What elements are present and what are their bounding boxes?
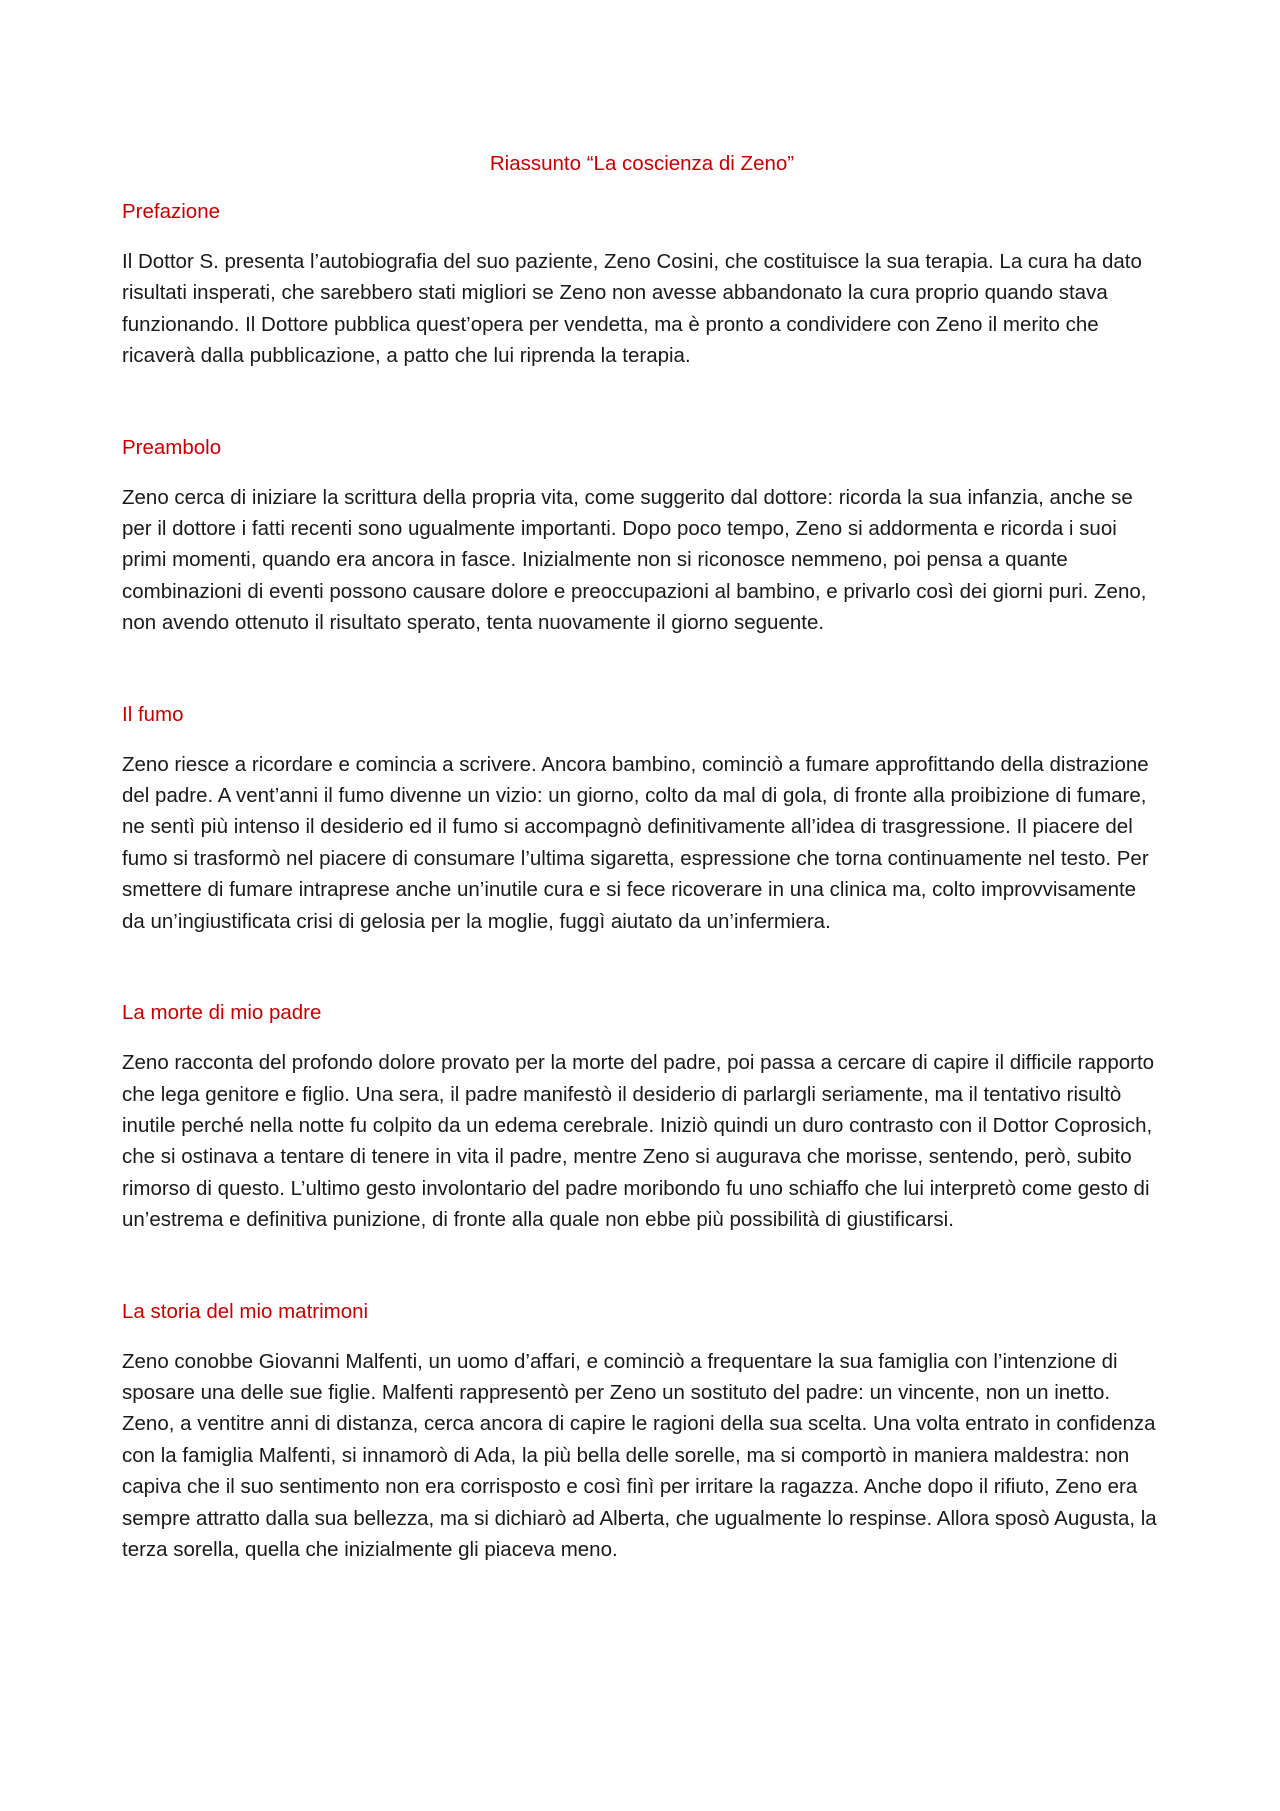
section-matrimonio: [122, 1298, 1162, 1566]
section-heading: La storia del mio matrimoni: [122, 1299, 369, 1323]
document-title: Riassunto “La coscienza di Zeno”: [489, 152, 795, 175]
section-body: Zeno riesce a ricordare e comincia a scrivere. Ancora bambino, cominciò a fumare approfittando della distrazione del padre. A vent’anni il fumo divenne un vizio: un giorno, colto da mal di gola, di fronte alla proibizione di fumare, ne sentì più intenso il desiderio ed il fumo si accompagnò definitivamente all’idea di trasgressione. Il piacere del fumo si trasformò nel piacere di consumare l’ultima sigaretta, espressione che torna continuamente nel testo. Per smettere di fumare intraprese anche un’inutile cura e si fece ricoverare in una clinica ma, colto improvvisamente da un’ingiustificata crisi di gelosia per la moglie, fuggì aiutato da un’infermiera.: [122, 752, 1149, 933]
section-morte-padre: [122, 999, 1162, 1235]
document-content: [122, 150, 1162, 1565]
section-preambolo: [122, 434, 1162, 639]
section-gap: [122, 1236, 1162, 1298]
section-il-fumo: [122, 701, 1162, 937]
section-gap: [122, 372, 1162, 434]
section-heading: La morte di mio padre: [122, 1001, 322, 1025]
section-gap: [122, 937, 1162, 999]
section-prefazione: [122, 198, 1162, 372]
section-body: Zeno racconta del profondo dolore provato per la morte del padre, poi passa a cercare di capire il difficile rapporto che lega genitore e figlio. Una sera, il padre manifestò il desiderio di parlargli seriamente, ma il tentativo risultò inutile perché nella notte fu colpito da un edema cerebrale. Iniziò quindi un duro contrasto con il Dottor Coprosich, che si ostinava a tentare di tenere in vita il padre, mentre Zeno si augurava che morisse, sentendo, però, subito rimorso di questo. L’ultimo gesto involontario del padre moribondo fu uno schiaffo che lui interpretò come gesto di un’estrema e definitiva punizione, di fronte alla quale non ebbe più possibilità di giustificarsi.: [122, 1051, 1155, 1232]
section-heading: Il fumo: [122, 702, 184, 726]
section-heading: Preambolo: [122, 435, 222, 459]
section-gap: [122, 639, 1162, 701]
section-body: Zeno cerca di iniziare la scrittura della propria vita, come suggerito dal dottore: ricorda la sua infanzia, anche se per il dottore i fatti recenti sono ugualmente importanti. Dopo poco tempo, Zeno si addormenta e ricorda i suoi primi momenti, quando era ancora in fasce. Inizialmente non si riconosce nemmeno, poi pensa a quante combinazioni di eventi possono causare dolore e preoccupazioni al bambino, e privarlo così dei giorni puri. Zeno, non avendo ottenuto il risultato sperato, tenta nuovamente il giorno seguente.: [122, 485, 1147, 635]
section-heading: Prefazione: [122, 200, 221, 223]
section-body: Zeno conobbe Giovanni Malfenti, un uomo d’affari, e cominciò a frequentare la sua famiglia con l’intenzione di sposare una delle sue figlie. Malfenti rappresentò per Zeno un sostituto del padre: un vincente, non un inetto. Zeno, a ventitre anni di distanza, cerca ancora di capire le ragioni della sua scelta. Una volta entrato in confidenza con la famiglia Malfenti, si innamorò di Ada, la più bella delle sorelle, ma si comportò in maniera maldestra: non capiva che il suo sentimento non era corrisposto e così finì per irritare la ragazza. Anche dopo il rifiuto, Zeno era sempre attratto dalla sua bellezza, ma si dichiarò ad Alberta, che ugualmente lo respinse. Allora sposò Augusta, la terza sorella, quella che inizialmente gli piaceva meno.: [122, 1349, 1157, 1561]
section-body: Il Dottor S. presenta l’autobiografia del suo paziente, Zeno Cosini, che costituisce la sua terapia. La cura ha dato risultati insperati, che sarebbero stati migliori se Zeno non avesse abbandonato la cura proprio quando stava funzionando. Il Dottore pubblica quest’opera per vendetta, ma è pronto a condividere con Zeno il merito che ricaverà dalla pubblicazione, a patto che lui riprenda la terapia.: [122, 250, 1142, 368]
